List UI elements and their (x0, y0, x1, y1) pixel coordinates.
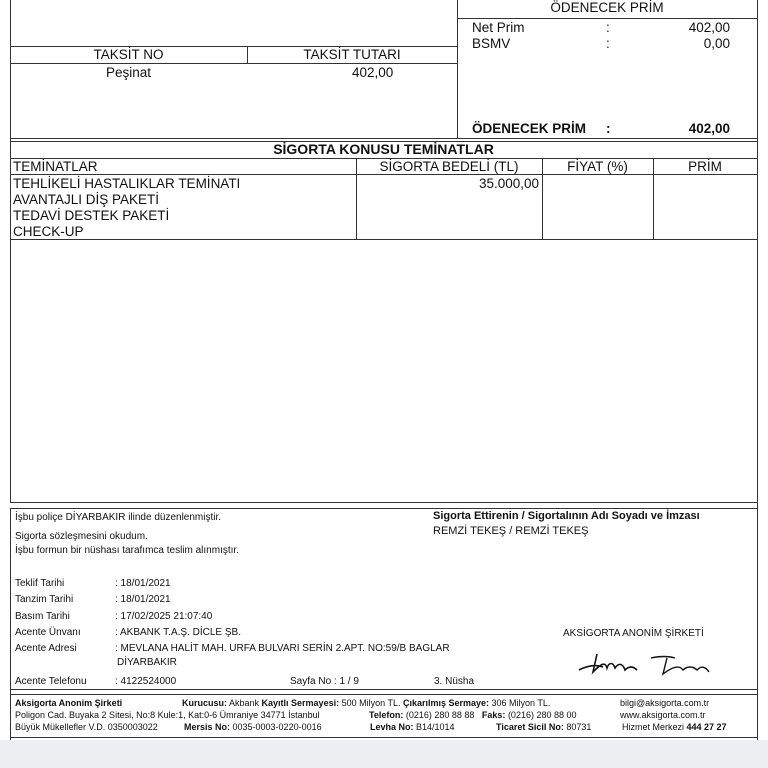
payment-header: ÖDENECEK PRİM (550, 0, 664, 15)
footer-sicil (496, 722, 591, 733)
bsmv-colon: : (606, 36, 610, 51)
footer-company: Aksigorta Anonim Şirketi (15, 698, 123, 708)
faks-value: (0216) 280 88 00 (505, 710, 577, 720)
total-premium-colon: : (606, 121, 611, 136)
footer-tax-office: Büyük Mükellefler V.D. 0350003022 (15, 722, 158, 732)
coverage-title: SİGORTA KONUSU TEMİNATLAR (273, 141, 494, 157)
acente-unvani-value: : AKBANK T.A.Ş. DİCLE ŞB. (115, 627, 241, 638)
copy-number: 3. Nüsha (434, 676, 475, 687)
coverage-row-1-amount: 35.000,00 (478, 176, 539, 191)
teklif-value: : 18/01/2021 (115, 578, 171, 589)
kurucusu-label: Kurucusu: (182, 698, 227, 708)
footer-mersis (184, 722, 322, 733)
faks-label: Faks: (481, 710, 506, 720)
footer-phones (369, 710, 577, 721)
viewer-bottom-bar (0, 740, 768, 768)
header-prim: PRİM (688, 159, 722, 174)
footer-hizmet (622, 722, 727, 733)
installment-label: Peşinat (106, 65, 152, 80)
contract-read-text: Sigorta sözleşmesini okudum. (15, 531, 148, 542)
acente-adresi-value-1: : MEVLANA HALİT MAH. URFA BULVARI SERİN 2.APT. NO:59/B BAGLAR (115, 643, 450, 654)
kayitli-value: 500 Milyon TL. (339, 698, 403, 708)
sicil-label: Ticaret Sicil No: (496, 722, 564, 732)
header-fiyat: FİYAT (%) (567, 159, 628, 174)
hizmet-value: 444 27 27 (686, 722, 727, 732)
footer-line-1 (15, 698, 122, 709)
footer-website: www.aksigorta.com.tr (620, 710, 706, 720)
company-sign-label: AKSİGORTA ANONİM ŞİRKETİ (563, 628, 704, 639)
kurucusu-value: Akbank (227, 698, 262, 708)
net-prim-value: 402,00 (688, 20, 730, 35)
acente-adresi-value-2: DİYARBAKIR (117, 657, 177, 668)
acente-adresi-label: Acente Adresi (15, 643, 77, 654)
coverage-row-3-name: TEDAVİ DESTEK PAKETİ (13, 208, 170, 223)
telefon-label: Telefon: (369, 710, 404, 720)
total-premium-value: 402,00 (688, 121, 730, 136)
bsmv-value: 0,00 (703, 36, 730, 51)
coverage-row-1-name: TEHLİKELİ HASTALIKLAR TEMİNATI (13, 176, 241, 191)
header-sigorta-bedeli: SİGORTA BEDELİ (TL) (379, 159, 519, 174)
mersis-value: 0035-0003-0220-0016 (230, 722, 322, 732)
telefon-value: (0216) 280 88 88 (403, 710, 475, 720)
installment-amount: 402,00 (352, 65, 394, 80)
kayitli-label: Kayıtlı Sermayesi: (261, 698, 340, 708)
total-premium-label: ÖDENECEK PRİM (472, 121, 587, 136)
col-taksit-tutari: TAKSİT TUTARI (303, 47, 401, 62)
sicil-value: 80731 (563, 722, 592, 732)
acente-tel-value: : 4122524000 (115, 676, 177, 687)
basim-label: Basım Tarihi (15, 611, 70, 622)
hizmet-label: Hizmet Merkezi (622, 722, 687, 732)
coverage-row-4-name: CHECK-UP (13, 224, 84, 239)
levha-value: B14/1014 (413, 722, 455, 732)
levha-label: Levha No: (370, 722, 414, 732)
footer-capital (182, 698, 550, 709)
tanzim-label: Tanzim Tarihi (15, 594, 74, 605)
cikarilmis-label: Çıkarılmış Sermaye: (402, 698, 490, 708)
tanzim-value: : 18/01/2021 (115, 594, 171, 605)
signer-header: Sigorta Ettirenin / Sigortalının Adı Soyadı ve İmzası (433, 510, 700, 522)
cikarilmis-value: 306 Milyon TL. (489, 698, 551, 708)
teklif-label: Teklif Tarihi (15, 578, 65, 589)
signer-name: REMZİ TEKEŞ / REMZİ TEKEŞ (433, 525, 589, 537)
acente-tel-label: Acente Telefonu (15, 676, 87, 687)
signature-icon (575, 648, 715, 680)
footer-email: bilgi@aksigorta.com.tr (620, 698, 710, 708)
col-taksit-no: TAKSİT NO (93, 47, 164, 62)
net-prim-colon: : (606, 20, 610, 35)
page-number: Sayfa No : 1 / 9 (290, 676, 359, 687)
header-teminatlar: TEMİNATLAR (13, 159, 98, 174)
net-prim-label: Net Prim (472, 20, 525, 35)
acente-unvani-label: Acente Ünvanı (15, 627, 81, 638)
basim-value: : 17/02/2025 21:07:40 (115, 611, 213, 622)
bsmv-label: BSMV (472, 36, 511, 51)
footer-levha (370, 722, 455, 733)
footer-address: Poligon Cad. Buyaka 2 Sitesi, No:8 Kule:1, Kat:0-6 Ümraniye 34771 İstanbul (15, 710, 320, 720)
coverage-row-2-name: AVANTAJLI DİŞ PAKETİ (13, 192, 160, 207)
issue-city-text: İşbu poliçe DİYARBAKIR ilinde düzenlenmiştir. (15, 512, 222, 523)
mersis-label: Mersis No: (184, 722, 231, 732)
copy-received-text: İşbu formun bir nüshası tarafımca teslim alınmıştır. (15, 545, 239, 556)
